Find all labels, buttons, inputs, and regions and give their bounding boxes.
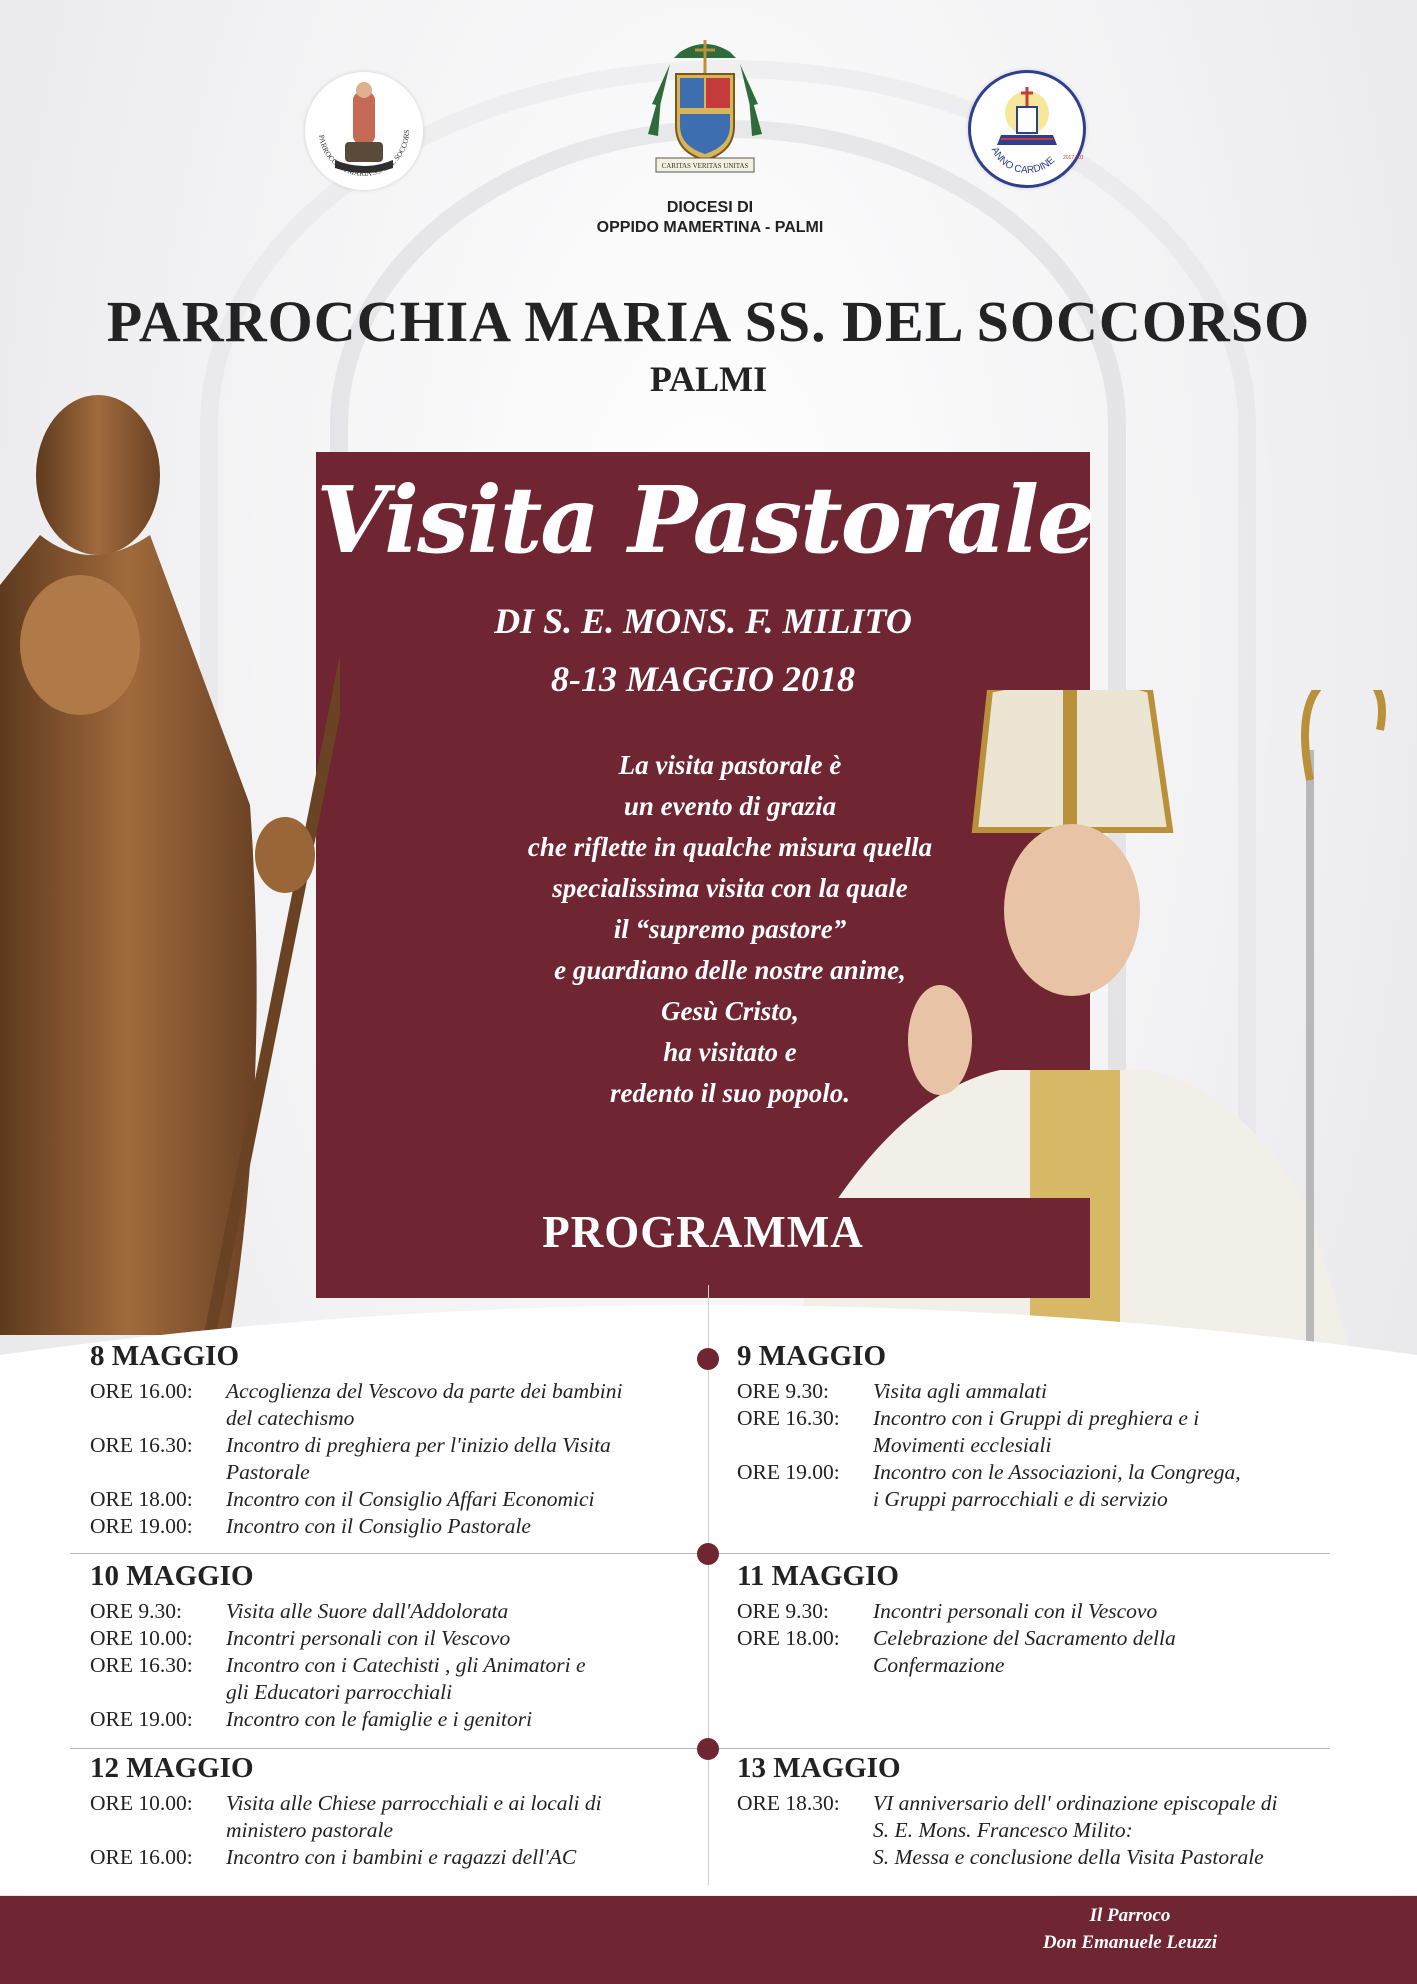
schedule-description: Incontro con il Consiglio Pastorale (226, 1514, 531, 1538)
schedule-description: Incontri personali con il Vescovo (226, 1626, 511, 1650)
schedule-description: Visita agli ammalati (873, 1379, 1047, 1403)
schedule-description: Incontro con i bambini e ragazzi dell'AC (226, 1845, 577, 1869)
schedule-line (737, 1844, 1264, 1871)
timeline-dot (697, 1348, 719, 1370)
schedule-line (90, 1513, 531, 1540)
schedule-line (737, 1817, 1133, 1844)
schedule-description: Incontri personali con il Vescovo (873, 1599, 1158, 1623)
schedule-line (737, 1625, 1176, 1652)
schedule-description: Confermazione (873, 1653, 1005, 1677)
schedule-line (90, 1486, 594, 1513)
schedule-line (90, 1459, 310, 1486)
schedule-description: Incontro di preghiera per l'inizio della Visita (226, 1433, 611, 1457)
schedule-description: i Gruppi parrocchiali e di servizio (873, 1487, 1168, 1511)
schedule-line (90, 1625, 510, 1652)
schedule-description: Incontro con i Catechisti , gli Animatori e (226, 1653, 586, 1677)
schedule-time: ORE 16.30: (737, 1406, 840, 1430)
schedule-time: ORE 16.30: (90, 1433, 193, 1457)
schedule-time: ORE 18.00: (90, 1487, 193, 1511)
schedule-time: ORE 19.00: (90, 1707, 193, 1731)
quote-line: redento il suo popolo. (609, 1078, 851, 1108)
schedule-line (737, 1790, 1277, 1817)
schedule-line (737, 1652, 1004, 1679)
timeline-dot (697, 1543, 719, 1565)
schedule-description: Incontro con le famiglie e i genitori (226, 1707, 533, 1731)
schedule-time: ORE 10.00: (90, 1626, 193, 1650)
schedule-description: VI anniversario dell' ordinazione episcopale di (873, 1791, 1278, 1815)
schedule-line (90, 1652, 586, 1679)
anno-cardine-logo (968, 70, 1086, 188)
schedule-time: ORE 10.00: (90, 1791, 193, 1815)
schedule-line (737, 1459, 1241, 1486)
day-heading: 9 MAGGIO (737, 1340, 887, 1372)
parish-logo (305, 72, 423, 190)
schedule-line (90, 1405, 354, 1432)
schedule-time: ORE 19.00: (90, 1514, 193, 1538)
schedule-description: Incontro con il Consiglio Affari Economici (226, 1487, 595, 1511)
schedule-time: ORE 19.00: (737, 1460, 840, 1484)
madonna-icon (305, 72, 423, 190)
quote-line: il “supremo pastore” (613, 914, 847, 944)
schedule-line (737, 1405, 1199, 1432)
parish-subtitle: PALMI (649, 359, 768, 399)
day-heading: 12 MAGGIO (90, 1752, 254, 1784)
day-heading: 10 MAGGIO (90, 1560, 254, 1592)
svg-text:2017 2018: 2017 20 (1063, 155, 1082, 161)
visit-dates: 8-13 MAGGIO 2018 (550, 659, 855, 699)
schedule-time: ORE 16.00: (90, 1379, 193, 1403)
schedule-description: Incontro con i Gruppi di preghiera e i (873, 1406, 1200, 1430)
schedule-line (737, 1378, 1047, 1405)
schedule-line (737, 1432, 1052, 1459)
schedule-time: ORE 9.30: (90, 1599, 182, 1623)
schedule-line (737, 1598, 1157, 1625)
schedule-time: ORE 18.00: (737, 1626, 840, 1650)
svg-text:ANNO CARDINE: ANNO CARDINE (988, 145, 1058, 177)
schedule-line (90, 1378, 622, 1405)
schedule-description: Movimenti ecclesiali (873, 1433, 1052, 1457)
schedule-description: del catechismo (226, 1406, 355, 1430)
diocese-caption: DIOCESI DI OPPIDO MAMERTINA - PALMI (596, 199, 824, 236)
schedule-line (90, 1706, 532, 1733)
schedule-line (90, 1432, 611, 1459)
schedule-description: Celebrazione del Sacramento della (873, 1626, 1176, 1650)
church-icon (971, 73, 1083, 185)
schedule-time: ORE 16.30: (90, 1653, 193, 1677)
schedule-time: ORE 16.00: (90, 1845, 193, 1869)
quote-line: La visita pastorale è (618, 750, 842, 780)
schedule-line (90, 1679, 452, 1706)
schedule-line (737, 1486, 1168, 1513)
schedule-description: ministero pastorale (226, 1818, 394, 1842)
programma-title: PROGRAMMA (542, 1207, 864, 1257)
svg-text:PARROCCHIA MARIA SS. DEL SOCCO: PARROCCHIA MARIA SS. DEL SOCCORS (317, 129, 412, 179)
quote-line: ha visitato e (663, 1037, 797, 1067)
schedule-line (90, 1790, 602, 1817)
schedule-time: ORE 9.30: (737, 1379, 829, 1403)
signature-role: Il Parroco (1089, 1905, 1171, 1926)
schedule-description: Incontro con le Associazioni, la Congrega, (873, 1460, 1241, 1484)
column-divider (708, 1285, 709, 1885)
schedule-line (90, 1844, 576, 1871)
day-heading: 13 MAGGIO (737, 1752, 901, 1784)
schedule-description: S. E. Mons. Francesco Milito: (873, 1818, 1133, 1842)
schedule-description: Accoglienza del Vescovo da parte dei bambini (226, 1379, 623, 1403)
schedule-time: ORE 9.30: (737, 1599, 829, 1623)
visit-bishop: DI S. E. MONS. F. MILITO (494, 601, 912, 641)
day-heading: 11 MAGGIO (737, 1560, 899, 1592)
quote-line: un evento di grazia (623, 791, 837, 821)
quote-line: Gesù Cristo, (660, 996, 800, 1026)
schedule-time: ORE 18.30: (737, 1791, 840, 1815)
signature-name: Don Emanuele Leuzzi (1042, 1932, 1218, 1953)
parish-priest-signature (1020, 1902, 1240, 1956)
schedule-description: gli Educatori parrocchiali (226, 1680, 453, 1704)
schedule-description: S. Messa e conclusione della Visita Pastorale (873, 1845, 1264, 1869)
quote-line: e guardiano delle nostre anime, (554, 955, 906, 985)
good-shepherd-statue (0, 385, 340, 1335)
schedule-description: Pastorale (226, 1460, 310, 1484)
diocese-coat-of-arms (640, 34, 770, 184)
svg-text:CARITAS VERITAS UNITAS: CARITAS VERITAS UNITAS (661, 162, 749, 170)
timeline-dot (697, 1738, 719, 1760)
quote-line: che riflette in qualche misura quella (527, 832, 933, 862)
parish-title: PARROCCHIA MARIA SS. DEL SOCCORSO (106, 289, 1311, 354)
schedule-line (90, 1598, 508, 1625)
quote-line: specialissima visita con la quale (552, 873, 908, 903)
day-heading: 8 MAGGIO (90, 1340, 240, 1372)
schedule-description: Visita alle Chiese parrocchiali e ai locali di (226, 1791, 602, 1815)
visit-title: Visita Pastorale (316, 466, 1094, 574)
schedule-line (90, 1817, 393, 1844)
schedule-description: Visita alle Suore dall'Addolorata (226, 1599, 509, 1623)
